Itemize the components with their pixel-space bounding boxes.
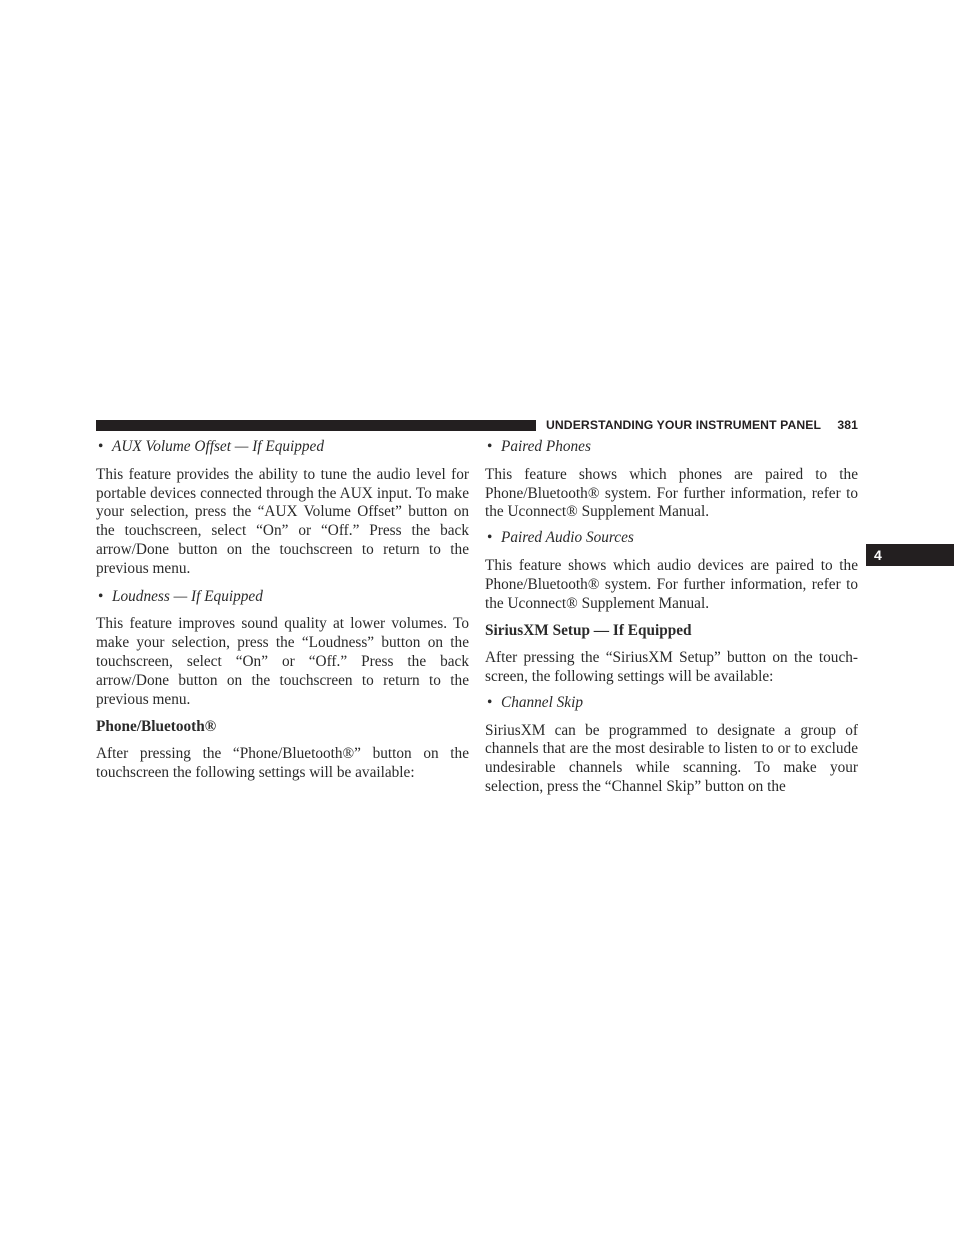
bullet-channel-skip xyxy=(485,694,858,713)
bullet-dot: • xyxy=(487,529,493,547)
bullet-label: Channel Skip xyxy=(501,693,583,711)
paragraph-loudness: This feature improves sound quality at lower volumes. To make your selection, press the “Loudness” button on the touchscreen, select “On” or “Off.” Press the back arrow/Done button on the touchscreen to return to the previous menu. xyxy=(96,615,469,708)
paragraph-aux-volume-offset: This feature provides the ability to tune the audio level for portable devices connected through the AUX input. To make your selection, press the “AUX Volume Offset” button on the touchscreen, select “On” or “Off.” Press the back arrow/Done button on the touchscreen to return to the previous menu. xyxy=(96,465,469,577)
bullet-paired-audio-sources xyxy=(485,529,858,548)
chapter-tab: 4 xyxy=(866,544,954,566)
paragraph-siriusxm-setup: After pressing the “SiriusXM Setup” button on the touch-screen, the following settings will be available: xyxy=(485,649,858,685)
bullet-label: AUX Volume Offset — If Equipped xyxy=(112,438,324,455)
bullet-label: Loudness — If Equipped xyxy=(112,587,263,605)
header-rule xyxy=(96,420,536,431)
bullet-dot: • xyxy=(98,587,104,605)
bullet-dot: • xyxy=(98,438,104,455)
paragraph-channel-skip: SiriusXM can be programmed to designate a group of channels that are the most desirable to listen to or to exclude undesirable channels while scanning. To make your selection, press the “Channel Skip” button on the xyxy=(485,721,858,795)
running-header xyxy=(546,417,858,433)
bullet-dot: • xyxy=(487,693,493,711)
bullet-label: Paired Phones xyxy=(501,438,591,455)
section-title: UNDERSTANDING YOUR INSTRUMENT PANEL xyxy=(546,418,822,432)
bullet-aux-volume-offset xyxy=(96,438,469,457)
bullet-label: Paired Audio Sources xyxy=(501,529,634,547)
left-column xyxy=(96,438,469,783)
bullet-dot: • xyxy=(487,438,493,455)
heading-phone-bluetooth: Phone/Bluetooth® xyxy=(96,718,217,736)
paragraph-paired-audio-sources: This feature shows which audio devices are paired to the Phone/Bluetooth® system. For further information, refer to the Uconnect® Supplement Manual. xyxy=(485,556,858,612)
heading-siriusxm-setup: SiriusXM Setup — If Equipped xyxy=(485,622,692,640)
paragraph-paired-phones: This feature shows which phones are paired to the Phone/Bluetooth® system. For further information, refer to the Uconnect® Supplement Manual. xyxy=(485,465,858,521)
paragraph-phone-bluetooth: After pressing the “Phone/Bluetooth®” button on the touchscreen the following settings will be available: xyxy=(96,745,469,781)
bullet-loudness xyxy=(96,588,469,607)
right-column xyxy=(485,438,858,797)
page-number: 381 xyxy=(837,418,858,432)
bullet-paired-phones xyxy=(485,438,858,457)
